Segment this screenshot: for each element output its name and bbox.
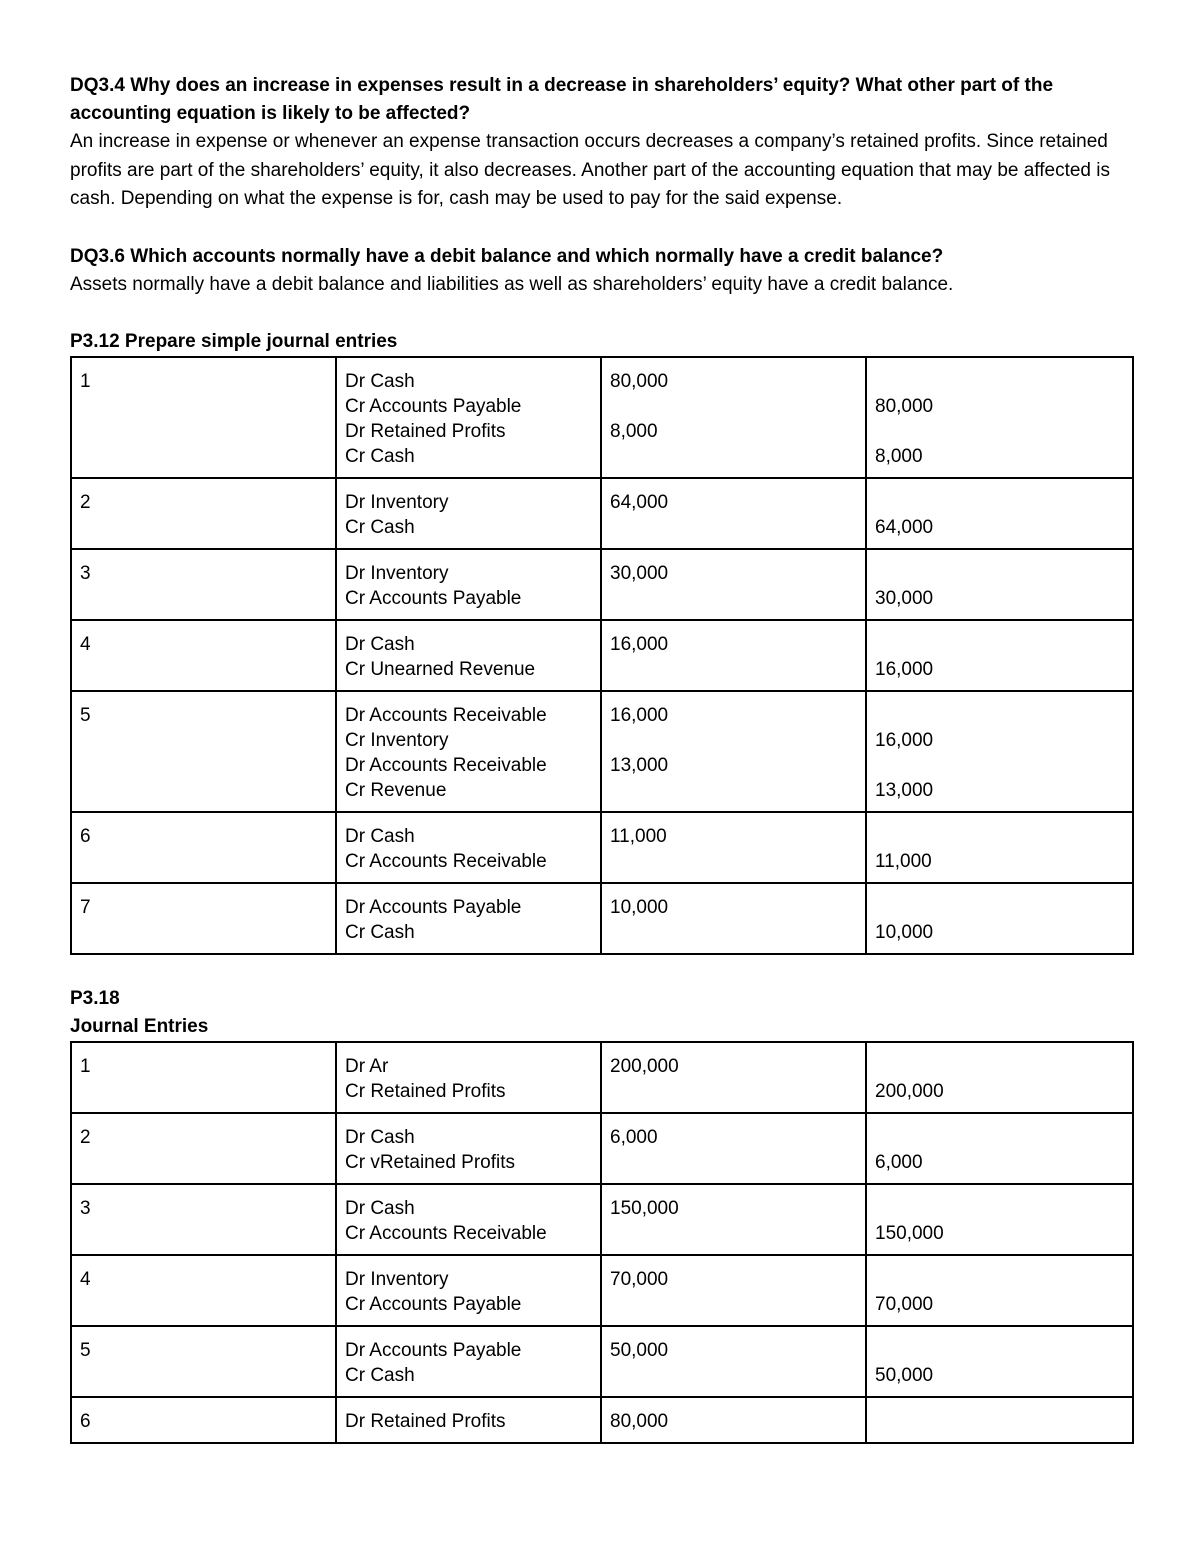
entry-number-cell: [71, 883, 336, 954]
credit-amount: 13,000: [875, 780, 934, 801]
credit-cell: [866, 478, 1133, 549]
entry-number: 6: [80, 826, 91, 847]
credit-amount: 8,000: [875, 446, 923, 467]
debit-amount: 10,000: [610, 897, 669, 918]
credit-amount: 50,000: [875, 1365, 934, 1386]
credit-amount: 10,000: [875, 922, 934, 943]
debit-amount: 64,000: [610, 492, 669, 513]
credit-amount: [875, 1054, 1124, 1079]
credit-amount: [875, 419, 1124, 444]
credit-amount: [875, 1409, 1124, 1434]
entry-number-cell: [71, 1255, 336, 1326]
credit-amount: 80,000: [875, 396, 934, 417]
entry-number: 1: [80, 1056, 91, 1077]
debit-amount: 50,000: [610, 1340, 669, 1361]
account-cell: [336, 1042, 601, 1113]
debit-cell: [601, 549, 866, 620]
debit-amount: 30,000: [610, 563, 669, 584]
entry-number-cell: [71, 549, 336, 620]
debit-amount: [610, 394, 857, 419]
table-row: [71, 620, 1133, 691]
debit-amount: [610, 920, 857, 945]
credit-amount: [875, 1267, 1124, 1292]
account-cell: [336, 812, 601, 883]
account-line: Dr Retained Profits: [345, 1411, 506, 1432]
account-line: Cr vRetained Profits: [345, 1152, 516, 1173]
account-line: Dr Inventory: [345, 492, 449, 513]
credit-cell: [866, 1042, 1133, 1113]
account-cell: [336, 691, 601, 812]
account-line: Cr Accounts Payable: [345, 396, 522, 417]
spacer: [70, 299, 1132, 328]
credit-amount: 200,000: [875, 1081, 944, 1102]
entry-number: 3: [80, 1198, 91, 1219]
debit-cell: [601, 1042, 866, 1113]
debit-amount: [610, 1292, 857, 1317]
credit-cell: [866, 691, 1133, 812]
debit-amount: [610, 778, 857, 803]
account-line: Dr Cash: [345, 1198, 415, 1219]
credit-amount: [875, 632, 1124, 657]
account-line: Dr Inventory: [345, 563, 449, 584]
journal-table-p3-18: [70, 1041, 1134, 1444]
entry-number: 5: [80, 1340, 91, 1361]
credit-cell: [866, 620, 1133, 691]
credit-amount: 70,000: [875, 1294, 934, 1315]
debit-cell: [601, 1255, 866, 1326]
debit-cell: [601, 1326, 866, 1397]
debit-cell: [601, 478, 866, 549]
debit-cell: [601, 620, 866, 691]
debit-amount: [610, 657, 857, 682]
account-cell: [336, 1255, 601, 1326]
credit-amount: [875, 490, 1124, 515]
entry-number-cell: [71, 1113, 336, 1184]
credit-amount: [875, 824, 1124, 849]
credit-amount: 64,000: [875, 517, 934, 538]
credit-amount: [875, 1125, 1124, 1150]
debit-cell: [601, 357, 866, 478]
debit-amount: 150,000: [610, 1198, 679, 1219]
table-row: [71, 478, 1133, 549]
account-line: Dr Cash: [345, 826, 415, 847]
account-line: Cr Accounts Payable: [345, 588, 522, 609]
entry-number-cell: [71, 357, 336, 478]
table-row: [71, 1397, 1133, 1443]
account-line: Dr Accounts Payable: [345, 897, 522, 918]
debit-amount: 16,000: [610, 634, 669, 655]
debit-cell: [601, 1184, 866, 1255]
credit-amount: [875, 753, 1124, 778]
table-row: [71, 883, 1133, 954]
debit-cell: [601, 883, 866, 954]
table-row: [71, 549, 1133, 620]
account-line: Cr Unearned Revenue: [345, 659, 536, 680]
table-row: [71, 691, 1133, 812]
debit-amount: 11,000: [610, 826, 667, 847]
debit-cell: [601, 1113, 866, 1184]
account-line: Dr Cash: [345, 1127, 415, 1148]
account-cell: [336, 620, 601, 691]
debit-amount: [610, 728, 857, 753]
account-line: Cr Revenue: [345, 780, 447, 801]
entry-number: 2: [80, 492, 91, 513]
debit-amount: 200,000: [610, 1056, 679, 1077]
debit-cell: [601, 812, 866, 883]
credit-cell: [866, 357, 1133, 478]
entry-number-cell: [71, 691, 336, 812]
account-line: Dr Ar: [345, 1056, 389, 1077]
credit-cell: [866, 1113, 1133, 1184]
table-row: [71, 357, 1133, 478]
account-line: Cr Cash: [345, 517, 415, 538]
entry-number-cell: [71, 1397, 336, 1443]
document-page: [70, 72, 1132, 1444]
entry-number: 2: [80, 1127, 91, 1148]
debit-amount: 80,000: [610, 1411, 669, 1432]
credit-amount: [875, 703, 1124, 728]
credit-cell: [866, 1397, 1133, 1443]
entry-number: 3: [80, 563, 91, 584]
credit-cell: [866, 549, 1133, 620]
account-line: Cr Accounts Payable: [345, 1294, 522, 1315]
account-line: Cr Accounts Receivable: [345, 1223, 547, 1244]
debit-amount: 8,000: [610, 421, 658, 442]
table-row: [71, 1255, 1133, 1326]
debit-amount: [610, 1079, 857, 1104]
account-line: Dr Cash: [345, 371, 415, 392]
account-cell: [336, 1113, 601, 1184]
account-line: Dr Accounts Receivable: [345, 755, 547, 776]
account-line: Cr Accounts Receivable: [345, 851, 547, 872]
entry-number: 4: [80, 1269, 91, 1290]
table-row: [71, 1184, 1133, 1255]
debit-amount: 6,000: [610, 1127, 658, 1148]
question-dq3-6: DQ3.6 Which accounts normally have a debit balance and which normally have a credit balance?: [70, 245, 944, 267]
subheading-journal-entries: Journal Entries: [70, 1016, 209, 1037]
account-line: Cr Cash: [345, 1365, 415, 1386]
entry-number: 5: [80, 705, 91, 726]
debit-cell: [601, 1397, 866, 1443]
debit-amount: [610, 515, 857, 540]
account-cell: [336, 478, 601, 549]
account-cell: [336, 1326, 601, 1397]
account-line: Dr Retained Profits: [345, 421, 506, 442]
account-line: Dr Inventory: [345, 1269, 449, 1290]
credit-amount: 150,000: [875, 1223, 944, 1244]
credit-cell: [866, 1184, 1133, 1255]
credit-amount: [875, 561, 1124, 586]
entry-number-cell: [71, 1184, 336, 1255]
credit-amount: 16,000: [875, 659, 934, 680]
debit-cell: [601, 691, 866, 812]
debit-amount: [610, 1221, 857, 1246]
debit-amount: [610, 444, 857, 469]
table-row: [71, 1113, 1133, 1184]
debit-amount: [610, 1363, 857, 1388]
entry-number: 1: [80, 371, 91, 392]
entry-number-cell: [71, 1326, 336, 1397]
debit-amount: 16,000: [610, 705, 669, 726]
credit-amount: [875, 369, 1124, 394]
debit-amount: [610, 586, 857, 611]
question-dq3-4: DQ3.4 Why does an increase in expenses result in a decrease in shareholders’ equity? What other part of the accounting equation is likely to be affected?: [70, 75, 1054, 124]
credit-cell: [866, 1255, 1133, 1326]
account-cell: [336, 357, 601, 478]
credit-amount: [875, 1196, 1124, 1221]
credit-amount: 6,000: [875, 1152, 923, 1173]
account-cell: [336, 1397, 601, 1443]
account-line: Dr Cash: [345, 634, 415, 655]
journal-table-p3-12: [70, 356, 1134, 955]
debit-amount: [610, 849, 857, 874]
credit-cell: [866, 1326, 1133, 1397]
heading-p3-12: P3.12 Prepare simple journal entries: [70, 331, 398, 352]
entry-number-cell: [71, 620, 336, 691]
entry-number: 7: [80, 897, 91, 918]
spacer: [70, 214, 1132, 243]
spacer: [70, 955, 1132, 985]
account-cell: [336, 883, 601, 954]
account-line: Cr Cash: [345, 446, 415, 467]
debit-amount: 80,000: [610, 371, 669, 392]
entry-number-cell: [71, 1042, 336, 1113]
entry-number-cell: [71, 812, 336, 883]
entry-number: 6: [80, 1411, 91, 1432]
heading-p3-18: P3.18: [70, 988, 120, 1009]
account-cell: [336, 549, 601, 620]
account-line: Dr Accounts Payable: [345, 1340, 522, 1361]
account-cell: [336, 1184, 601, 1255]
credit-amount: [875, 895, 1124, 920]
account-line: Dr Accounts Receivable: [345, 705, 547, 726]
credit-amount: 30,000: [875, 588, 934, 609]
answer-dq3-6: Assets normally have a debit balance and liabilities as well as shareholders’ equity have a credit balance.: [70, 273, 954, 295]
credit-cell: [866, 883, 1133, 954]
answer-dq3-4: An increase in expense or whenever an expense transaction occurs decreases a company’s retained profits. Since retained profits are part of the shareholders’ equity, it also decreases. Another part of the accounting equation that may be affected is cash. Depending on what the expense is for, cash may be used to pay for the said expense.: [70, 131, 1110, 209]
table-row: [71, 1326, 1133, 1397]
credit-cell: [866, 812, 1133, 883]
credit-amount: [875, 1338, 1124, 1363]
credit-amount: 16,000: [875, 730, 934, 751]
debit-amount: 13,000: [610, 755, 669, 776]
debit-amount: 70,000: [610, 1269, 669, 1290]
table-row: [71, 1042, 1133, 1113]
account-line: Cr Inventory: [345, 730, 449, 751]
debit-amount: [610, 1150, 857, 1175]
table-row: [71, 812, 1133, 883]
entry-number: 4: [80, 634, 91, 655]
entry-number-cell: [71, 478, 336, 549]
credit-amount: 11,000: [875, 851, 932, 872]
account-line: Cr Cash: [345, 922, 415, 943]
account-line: Cr Retained Profits: [345, 1081, 506, 1102]
